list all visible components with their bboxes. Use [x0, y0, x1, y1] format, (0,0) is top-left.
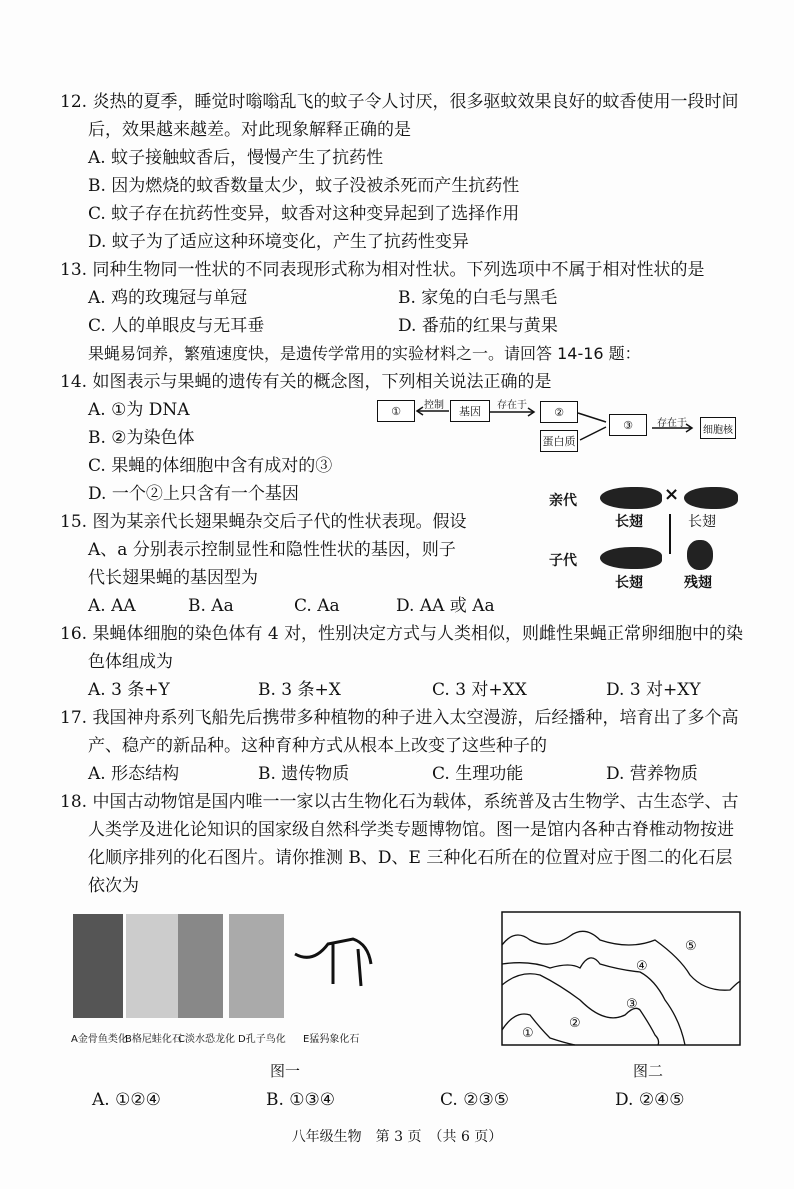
fly-image-long-wing [684, 487, 738, 509]
label-parent: 亲代 [549, 493, 577, 509]
concept-box-nucleus: 细胞核 [700, 417, 736, 439]
q16-option-b: B. 3 条+X [258, 680, 341, 700]
q15-stem-cont: A、a 分别表示控制显性和隐性性状的基因，则子 [88, 540, 456, 560]
q17-stem: 17. 我国神舟系列飞船先后携带多种植物的种子进入太空漫游，后经播种，培育出了多个高 [60, 708, 739, 728]
q17-option-c: C. 生理功能 [432, 764, 524, 784]
q17-option-d: D. 营养物质 [606, 764, 698, 784]
q14-option-d: D. 一个②上只含有一个基因 [88, 484, 299, 504]
label-exist-in-2: 存在于 [657, 418, 687, 429]
q18-option-d: D. ②④⑤ [615, 1090, 685, 1110]
label-long-wing: 长翅 [688, 514, 716, 530]
q16-stem: 16. 果蝇体细胞的染色体有 4 对，性别决定方式与人类相似，则雌性果蝇正常卵细胞中的染 [60, 624, 744, 644]
q18-stem: 18. 中国古动物馆是国内唯一一家以古生物化石为载体，系统普及古生物学、古生态学、古 [60, 792, 739, 812]
q15-option-a: A. AA [88, 596, 136, 616]
fossil-label-b: B格尼蛙化石 [125, 1034, 182, 1045]
fossil-label-a: A金骨鱼类化 [71, 1034, 128, 1045]
label-long-wing: 长翅 [615, 514, 643, 530]
q13-option-d: D. 番茄的红果与黄果 [398, 316, 558, 336]
q14-option-c: C. 果蝇的体细胞中含有成对的③ [88, 456, 333, 476]
layer-1: ① [522, 1026, 534, 1041]
q14-option-b: B. ②为染色体 [88, 428, 195, 448]
cross-symbol: × [664, 484, 680, 505]
q15-option-b: B. Aa [188, 596, 234, 616]
section-intro: 果蝇易饲养，繁殖速度快，是遗传学常用的实验材料之一。请回答 14-16 题： [88, 344, 641, 363]
fly-image-long-wing [600, 547, 662, 569]
concept-box-2: ② [540, 401, 578, 423]
label-exist-in: 存在于 [497, 400, 527, 411]
fossil-image-dinosaur [178, 914, 223, 1018]
fossil-image-mammoth [293, 914, 373, 1018]
label-offspring: 子代 [549, 553, 577, 569]
fly-image-vestigial-wing [687, 540, 713, 570]
q12-option-d: D. 蚊子为了适应这种环境变化，产生了抗药性变异 [88, 232, 469, 252]
layer-4: ④ [636, 959, 648, 974]
q16-option-d: D. 3 对+XY [606, 680, 701, 700]
strata-lines [500, 908, 770, 1050]
q15-stem-cont2: 代长翅果蝇的基因型为 [88, 568, 258, 588]
q17-option-b: B. 遗传物质 [258, 764, 350, 784]
fossil-label-d: D孔子鸟化 [238, 1034, 286, 1045]
label-vestigial-wing: 残翅 [684, 575, 712, 591]
q12-stem: 12. 炎热的夏季，睡觉时嗡嗡乱飞的蚊子令人讨厌，很多驱蚊效果良好的蚊香使用一段时间 [60, 92, 739, 112]
layer-3: ③ [626, 997, 638, 1012]
fossil-image-fish [73, 914, 123, 1018]
q17-stem-cont: 产、稳产的新品种。这种育种方式从根本上改变了这些种子的 [88, 736, 547, 756]
q18-option-c: C. ②③⑤ [440, 1090, 509, 1110]
q18-stem-cont: 人类学及进化论知识的国家级自然科学类专题博物馆。图一是馆内各种古脊椎动物按进 [88, 820, 734, 840]
q13-stem: 13. 同种生物同一性状的不同表现形式称为相对性状。下列选项中不属于相对性状的是 [60, 260, 705, 280]
fossil-image-frog [126, 914, 178, 1018]
layer-5: ⑤ [685, 939, 697, 954]
label-long-wing: 长翅 [615, 575, 643, 591]
q12-option-a: A. 蚊子接触蚊香后，慢慢产生了抗药性 [88, 148, 384, 168]
q18-stem-cont3: 依次为 [88, 876, 139, 896]
q16-option-a: A. 3 条+Y [88, 680, 170, 700]
q15-option-d: D. AA 或 Aa [396, 596, 495, 616]
q16-option-c: C. 3 对+XX [432, 680, 527, 700]
figure-1-title: 图一 [270, 1062, 301, 1080]
q13-option-c: C. 人的单眼皮与无耳垂 [88, 316, 265, 336]
concept-box-gene: 基因 [450, 400, 490, 422]
q16-stem-cont: 色体组成为 [88, 652, 173, 672]
q14-stem: 14. 如图表示与果蝇的遗传有关的概念图，下列相关说法正确的是 [60, 372, 552, 392]
q15-option-c: C. Aa [294, 596, 340, 616]
fossil-label-c: C淡水恐龙化 [178, 1034, 235, 1045]
fly-image-long-wing [600, 487, 662, 509]
q14-option-a: A. ①为 DNA [88, 400, 190, 420]
q12-option-b: B. 因为燃烧的蚊香数量太少，蚊子没被杀死而产生抗药性 [88, 176, 520, 196]
page-footer: 八年级生物 第 3 页 （共 6 页） [291, 1129, 503, 1145]
arrow-down [669, 514, 671, 554]
q18-option-b: B. ①③④ [266, 1090, 336, 1110]
fossil-image-bird [229, 914, 284, 1018]
figure-2-title: 图二 [633, 1062, 664, 1080]
label-control: 控制 [424, 400, 444, 411]
q18-stem-cont2: 化顺序排列的化石图片。请你推测 B、D、E 三种化石所在的位置对应于图二的化石层 [88, 848, 733, 868]
q12-option-c: C. 蚊子存在抗药性变异，蚊香对这种变异起到了选择作用 [88, 204, 520, 224]
q13-option-a: A. 鸡的玫瑰冠与单冠 [88, 288, 248, 308]
concept-box-protein: 蛋白质 [540, 430, 578, 452]
concept-box-3: ③ [609, 414, 647, 436]
q17-option-a: A. 形态结构 [88, 764, 180, 784]
q15-stem: 15. 图为某亲代长翅果蝇杂交后子代的性状表现。假设 [60, 512, 467, 532]
q18-option-a: A. ①②④ [92, 1090, 161, 1110]
q13-option-b: B. 家兔的白毛与黑毛 [398, 288, 558, 308]
layer-2: ② [569, 1016, 581, 1031]
fossil-label-e: E猛犸象化石 [303, 1034, 360, 1045]
q12-stem-cont: 后，效果越来越差。对此现象解释正确的是 [88, 120, 411, 140]
concept-box-1: ① [377, 400, 415, 422]
